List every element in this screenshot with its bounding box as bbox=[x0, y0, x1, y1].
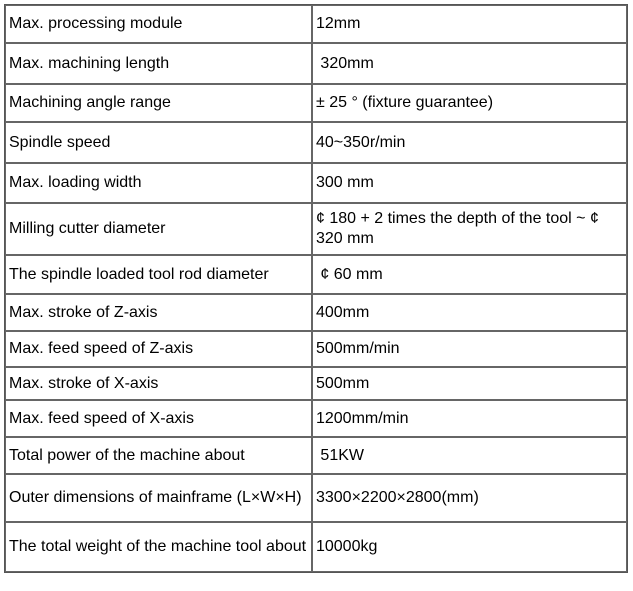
spec-value: 40~350r/min bbox=[312, 122, 627, 163]
spec-table bbox=[4, 4, 628, 573]
spec-label: Spindle speed bbox=[5, 122, 312, 163]
table-row bbox=[5, 294, 627, 331]
spec-label: The spindle loaded tool rod diameter bbox=[5, 255, 312, 294]
spec-value: 500mm bbox=[312, 367, 627, 400]
spec-value: ± 25 ° (fixture guarantee) bbox=[312, 84, 627, 122]
spec-value: ¢ 180 + 2 times the depth of the tool ~ ¢ 320 mm bbox=[312, 203, 627, 255]
table-row bbox=[5, 255, 627, 294]
spec-label: Max. loading width bbox=[5, 163, 312, 203]
table-row bbox=[5, 367, 627, 400]
spec-value: 300 mm bbox=[312, 163, 627, 203]
spec-label: Total power of the machine about bbox=[5, 437, 312, 474]
spec-value: 320mm bbox=[312, 43, 627, 84]
table-row bbox=[5, 203, 627, 255]
spec-value: 10000kg bbox=[312, 522, 627, 572]
spec-value: 500mm/min bbox=[312, 331, 627, 367]
spec-value: 51KW bbox=[312, 437, 627, 474]
spec-value: 3300×2200×2800(mm) bbox=[312, 474, 627, 522]
table-row bbox=[5, 163, 627, 203]
table-row bbox=[5, 84, 627, 122]
spec-label: Max. processing module bbox=[5, 5, 312, 43]
spec-value: 400mm bbox=[312, 294, 627, 331]
table-row bbox=[5, 474, 627, 522]
spec-label: Machining angle range bbox=[5, 84, 312, 122]
spec-label: The total weight of the machine tool about bbox=[5, 522, 312, 572]
spec-label: Max. feed speed of Z-axis bbox=[5, 331, 312, 367]
table-row bbox=[5, 5, 627, 43]
spec-value: 12mm bbox=[312, 5, 627, 43]
table-row bbox=[5, 122, 627, 163]
table-row bbox=[5, 522, 627, 572]
spec-value: ¢ 60 mm bbox=[312, 255, 627, 294]
table-row bbox=[5, 437, 627, 474]
table-row bbox=[5, 43, 627, 84]
table-row bbox=[5, 331, 627, 367]
spec-label: Max. machining length bbox=[5, 43, 312, 84]
spec-value: 1200mm/min bbox=[312, 400, 627, 437]
spec-label: Max. stroke of Z-axis bbox=[5, 294, 312, 331]
spec-label: Outer dimensions of mainframe (L×W×H) bbox=[5, 474, 312, 522]
table-row bbox=[5, 400, 627, 437]
spec-label: Max. feed speed of X-axis bbox=[5, 400, 312, 437]
spec-label: Max. stroke of X-axis bbox=[5, 367, 312, 400]
spec-label: Milling cutter diameter bbox=[5, 203, 312, 255]
